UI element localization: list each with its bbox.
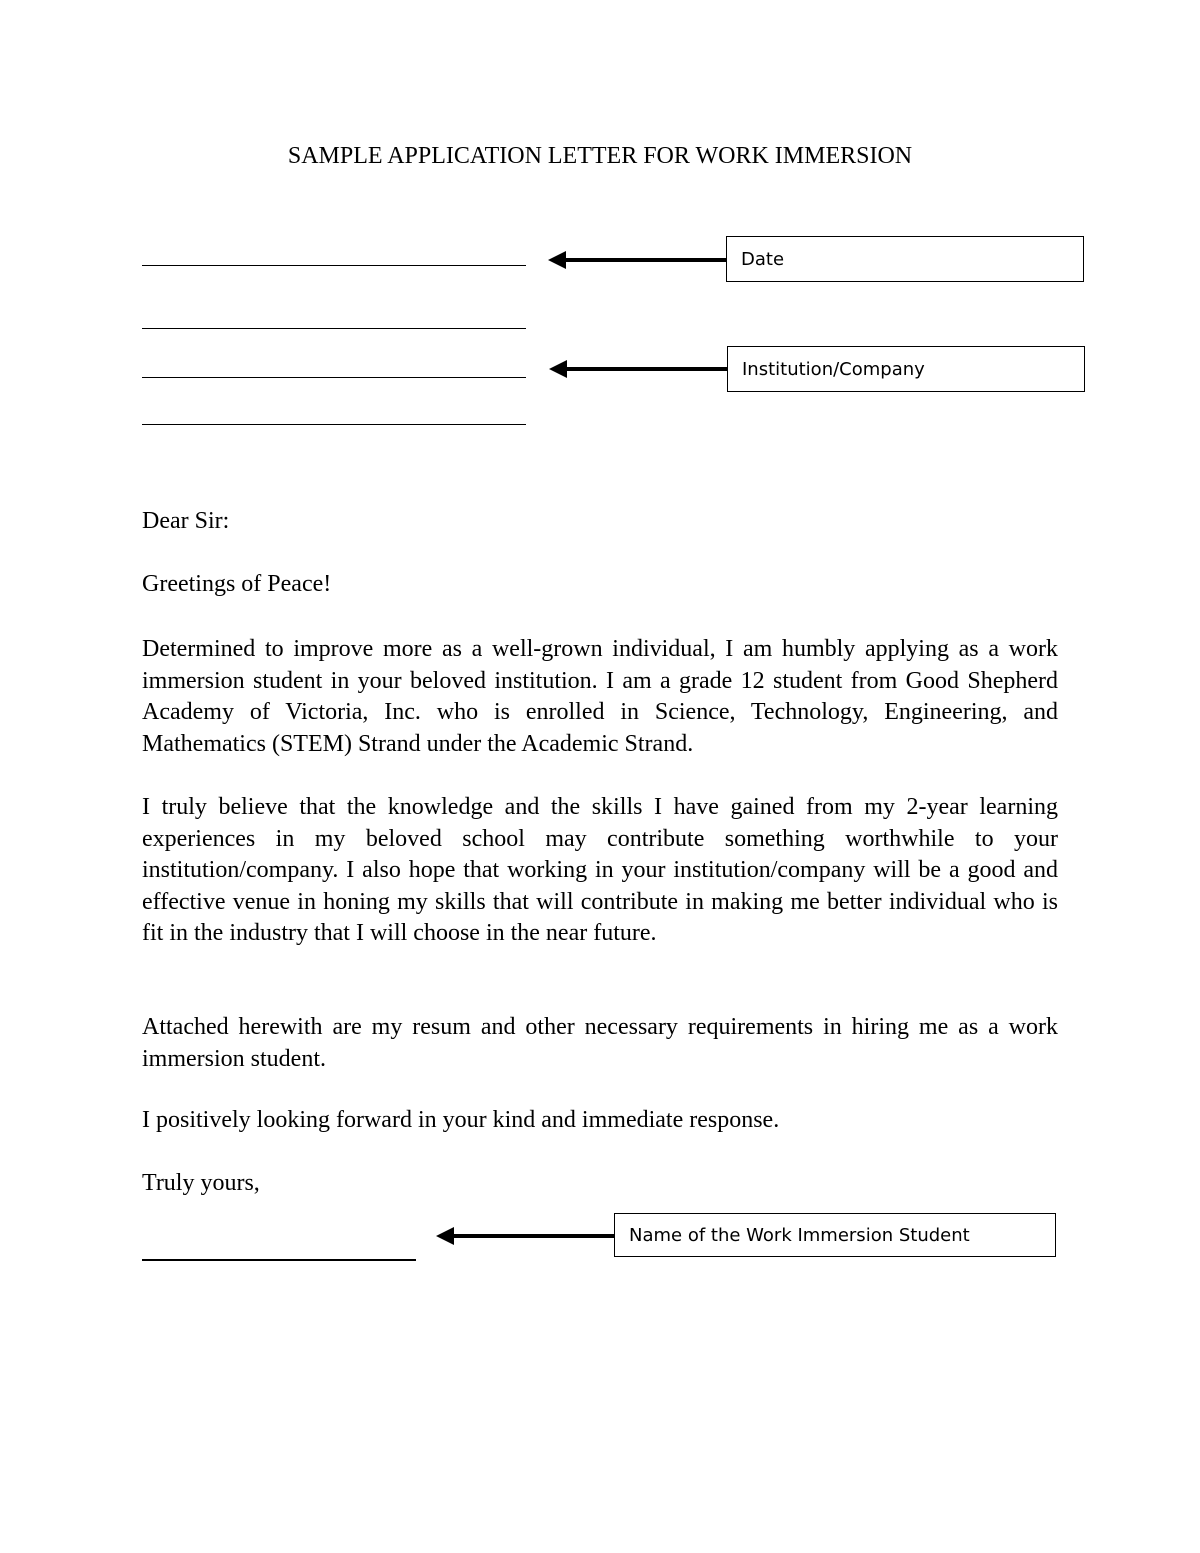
- closing-sentence: I positively looking forward in your kind and immediate response.: [142, 1107, 780, 1133]
- institution-blank-line-3: [142, 424, 526, 425]
- institution-label-box: [727, 346, 1085, 392]
- student-name-label: Name of the Work Immersion Student: [629, 1224, 970, 1246]
- date-label: Date: [741, 248, 785, 270]
- greeting: Greetings of Peace!: [142, 571, 332, 597]
- institution-label: Institution/Company: [742, 358, 925, 380]
- institution-blank-line-1: [142, 328, 526, 329]
- student-name-label-box: [614, 1213, 1056, 1257]
- institution-arrow-icon: [549, 358, 731, 380]
- date-blank-line: [142, 265, 526, 266]
- body-paragraph-1: Determined to improve more as a well-grown individual, I am humbly applying as a work immersion student in your beloved institution. I am a grade 12 student from Good Shepherd Academy of Victoria, Inc. who is enrolled in Science, Technology, Engineering, and Mathematics (STEM) Strand under the Academic Strand.: [142, 636, 1058, 757]
- signature-arrow-icon: [436, 1225, 618, 1247]
- date-arrow-icon: [548, 249, 730, 271]
- page-title: SAMPLE APPLICATION LETTER FOR WORK IMMERSION: [287, 143, 913, 169]
- closing: Truly yours,: [142, 1170, 260, 1196]
- salutation: Dear Sir:: [142, 508, 230, 534]
- date-label-box: [726, 236, 1084, 282]
- body-paragraph-2: I truly believe that the knowledge and the skills I have gained from my 2-year learning experiences in my beloved school may contribute something worthwhile to your institution/company. I also hope that working in your institution/company will be a good and effective venue in honing my skills that will contribute in making me better individual who is fit in the industry that I will choose in the near future.: [142, 794, 1058, 947]
- body-paragraph-3: Attached herewith are my resum and other necessary requirements in hiring me as a work immersion student.: [142, 1014, 1058, 1072]
- signature-line: [142, 1259, 416, 1261]
- institution-blank-line-2: [142, 377, 526, 378]
